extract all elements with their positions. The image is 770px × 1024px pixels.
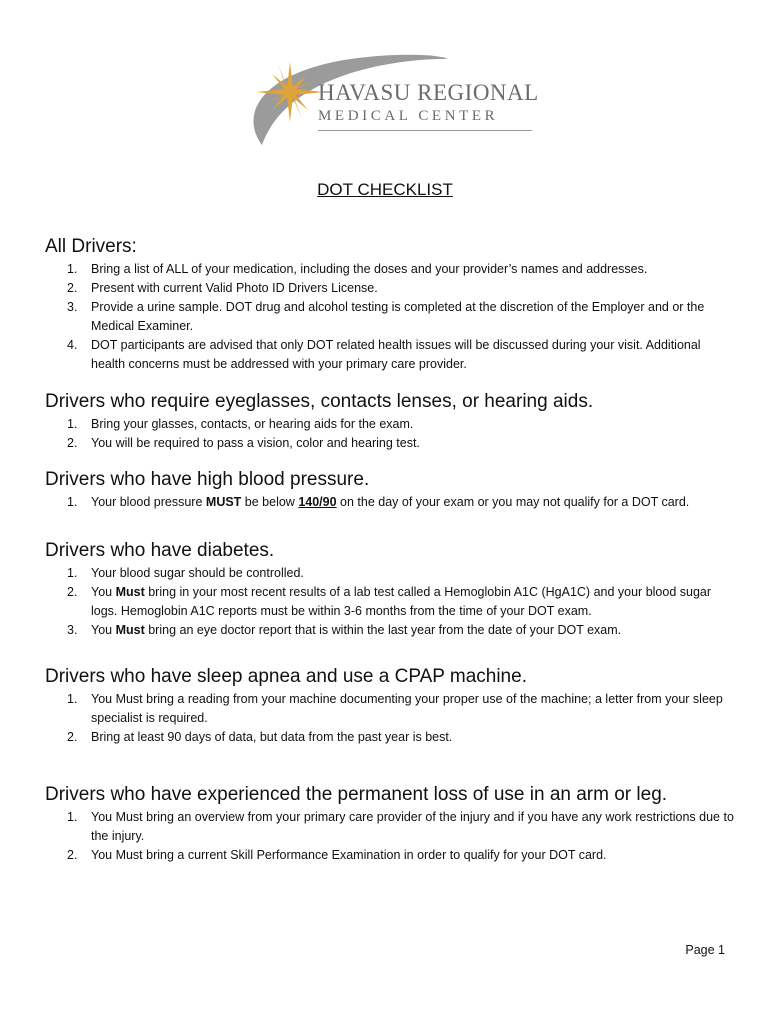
section-limb-loss [45, 782, 735, 865]
logo-text-line2: MEDICAL CENTER [318, 108, 499, 124]
section-heading: Drivers who have sleep apnea and use a CPAP machine. [45, 666, 527, 687]
logo-text-line1: HAVASU REGIONAL [318, 80, 539, 105]
list-item: 1. Your blood sugar should be controlled. [67, 566, 304, 580]
list-item: 2. You will be required to pass a vision, color and hearing test. [67, 436, 420, 450]
list-item: 2. Present with current Valid Photo ID Drivers License. [67, 281, 378, 295]
page-number: Page 1 [685, 943, 725, 957]
list-item: 1. You Must bring a reading from your machine documenting your proper use of the machine; a letter from your sleep specialist is required. [67, 692, 723, 725]
list-item: 2. Bring at least 90 days of data, but data from the past year is best. [67, 730, 453, 744]
list-item: 4. DOT participants are advised that only DOT related health issues will be discussed during your visit. Additional health concerns must be addressed with your primary care provider. [67, 338, 701, 371]
section-heading: Drivers who have high blood pressure. [45, 469, 370, 490]
section-diabetes [45, 538, 735, 640]
section-all-drivers [45, 234, 735, 374]
page-title: DOT CHECKLIST [317, 180, 453, 199]
section-heading: Drivers who have diabetes. [45, 540, 275, 561]
list-item: 1. Bring a list of ALL of your medication, including the doses and your provider’s names and addresses. [67, 262, 648, 276]
section-heading: Drivers who require eyeglasses, contacts lenses, or hearing aids. [45, 391, 594, 412]
list-item: 2. You Must bring in your most recent results of a lab test called a Hemoglobin A1C (HgA1C) and your blood sugar logs. Hemoglobin A1C reports must be within 3-6 months from the time of your DOT exam. [67, 585, 712, 618]
list-item: 3. Provide a urine sample. DOT drug and alcohol testing is completed at the discretion of the Employer and or the Medical Examiner. [67, 300, 705, 333]
list-item: 3. You Must bring an eye doctor report that is within the last year from the date of your DOT exam. [67, 623, 622, 637]
section-sleep-apnea [45, 664, 735, 747]
section-eyeglasses [45, 389, 735, 453]
section-blood-pressure [45, 467, 735, 512]
section-heading: All Drivers: [45, 236, 137, 257]
list-item: 1. Bring your glasses, contacts, or hearing aids for the exam. [67, 417, 414, 431]
bp-threshold: 140/90 [298, 495, 337, 509]
list-item: 1. Your blood pressure MUST be below 140/90 on the day of your exam or you may not qualify for a DOT card. [67, 495, 690, 509]
section-heading: Drivers who have experienced the permanent loss of use in an arm or leg. [45, 784, 668, 805]
list-item: 2. You Must bring a current Skill Performance Examination in order to qualify for your DOT card. [67, 848, 607, 862]
hospital-logo [228, 50, 538, 158]
logo-rule [318, 130, 532, 131]
list-item: 1. You Must bring an overview from your primary care provider of the injury and if you have any work restrictions due to the injury. [67, 810, 734, 843]
checklist-content [45, 234, 735, 865]
